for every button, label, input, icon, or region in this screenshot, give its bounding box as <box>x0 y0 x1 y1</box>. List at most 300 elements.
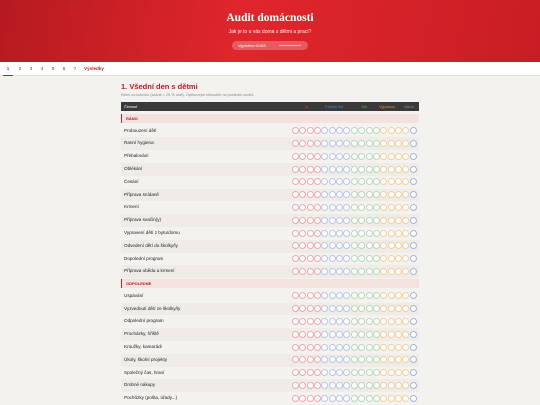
effort-circle-helper[interactable] <box>388 140 395 147</box>
effort-circle-me[interactable] <box>314 382 321 389</box>
effort-circle-helper[interactable] <box>395 382 402 389</box>
effort-circle-me[interactable] <box>307 230 314 237</box>
effort-circle-helper[interactable] <box>402 268 409 275</box>
effort-circle-others[interactable] <box>351 356 358 363</box>
effort-circle-helper[interactable] <box>388 369 395 376</box>
effort-circle-helper[interactable] <box>395 395 402 402</box>
effort-circle-others[interactable] <box>366 127 373 134</box>
effort-circle-me[interactable] <box>292 217 299 224</box>
effort-circle-helper[interactable] <box>388 204 395 211</box>
effort-circle-me[interactable] <box>299 127 306 134</box>
effort-circle-partner[interactable] <box>329 305 336 312</box>
effort-circle-others[interactable] <box>358 356 365 363</box>
effort-circle-partner[interactable] <box>329 166 336 173</box>
effort-circle-others[interactable] <box>366 268 373 275</box>
effort-circle-others[interactable] <box>366 153 373 160</box>
effort-circle-helper[interactable] <box>388 255 395 262</box>
effort-circle-partner[interactable] <box>329 153 336 160</box>
effort-circle-helper[interactable] <box>388 331 395 338</box>
effort-circle-helper[interactable] <box>395 242 402 249</box>
effort-circle-others[interactable] <box>358 230 365 237</box>
effort-circle-helper[interactable] <box>380 331 387 338</box>
effort-circle-partner[interactable] <box>343 268 350 275</box>
effort-circle-others[interactable] <box>358 344 365 351</box>
effort-circle-others[interactable] <box>358 382 365 389</box>
effort-circle-me[interactable] <box>314 127 321 134</box>
effort-circle-me[interactable] <box>299 178 306 185</box>
effort-circle-others[interactable] <box>358 153 365 160</box>
effort-circle-partner[interactable] <box>329 178 336 185</box>
effort-circle-others[interactable] <box>366 204 373 211</box>
effort-circle-others[interactable] <box>351 217 358 224</box>
effort-circle-nobody[interactable] <box>410 217 417 224</box>
effort-circle-partner[interactable] <box>321 268 328 275</box>
effort-circle-me[interactable] <box>299 382 306 389</box>
effort-circle-me[interactable] <box>307 140 314 147</box>
effort-circle-me[interactable] <box>299 356 306 363</box>
effort-circle-nobody[interactable] <box>410 318 417 325</box>
effort-circle-me[interactable] <box>314 344 321 351</box>
effort-circle-partner[interactable] <box>336 178 343 185</box>
effort-circle-others[interactable] <box>358 166 365 173</box>
effort-circle-me[interactable] <box>292 178 299 185</box>
effort-circle-nobody[interactable] <box>410 382 417 389</box>
effort-circle-nobody[interactable] <box>410 268 417 275</box>
effort-circle-nobody[interactable] <box>410 369 417 376</box>
effort-circle-helper[interactable] <box>402 382 409 389</box>
effort-circle-helper[interactable] <box>402 217 409 224</box>
effort-circle-others[interactable] <box>366 140 373 147</box>
effort-circle-helper[interactable] <box>380 204 387 211</box>
effort-circle-nobody[interactable] <box>410 153 417 160</box>
effort-circle-others[interactable] <box>373 230 380 237</box>
effort-circle-me[interactable] <box>314 153 321 160</box>
effort-circle-others[interactable] <box>366 217 373 224</box>
effort-circle-helper[interactable] <box>380 140 387 147</box>
effort-circle-others[interactable] <box>373 178 380 185</box>
effort-circle-others[interactable] <box>351 178 358 185</box>
effort-circle-partner[interactable] <box>321 166 328 173</box>
effort-circle-me[interactable] <box>314 369 321 376</box>
effort-circle-me[interactable] <box>292 344 299 351</box>
effort-circle-helper[interactable] <box>395 292 402 299</box>
effort-circle-me[interactable] <box>307 344 314 351</box>
effort-circle-me[interactable] <box>299 153 306 160</box>
effort-circle-me[interactable] <box>299 242 306 249</box>
effort-circle-partner[interactable] <box>343 166 350 173</box>
effort-circle-partner[interactable] <box>329 191 336 198</box>
effort-circle-me[interactable] <box>299 344 306 351</box>
effort-circle-partner[interactable] <box>343 178 350 185</box>
effort-circle-nobody[interactable] <box>410 166 417 173</box>
effort-circle-me[interactable] <box>299 395 306 402</box>
effort-circle-helper[interactable] <box>402 230 409 237</box>
effort-circle-others[interactable] <box>358 255 365 262</box>
effort-circle-partner[interactable] <box>329 395 336 402</box>
effort-circle-me[interactable] <box>292 204 299 211</box>
effort-circle-partner[interactable] <box>329 140 336 147</box>
effort-circle-me[interactable] <box>314 255 321 262</box>
effort-circle-helper[interactable] <box>380 292 387 299</box>
effort-circle-helper[interactable] <box>388 153 395 160</box>
effort-circle-partner[interactable] <box>336 369 343 376</box>
effort-circle-others[interactable] <box>358 395 365 402</box>
effort-circle-me[interactable] <box>307 369 314 376</box>
effort-circle-helper[interactable] <box>388 230 395 237</box>
effort-circle-others[interactable] <box>373 369 380 376</box>
effort-circle-me[interactable] <box>314 204 321 211</box>
effort-circle-helper[interactable] <box>402 292 409 299</box>
effort-circle-partner[interactable] <box>321 127 328 134</box>
effort-circle-others[interactable] <box>366 331 373 338</box>
effort-circle-me[interactable] <box>307 331 314 338</box>
effort-circle-partner[interactable] <box>329 255 336 262</box>
effort-circle-helper[interactable] <box>380 230 387 237</box>
effort-circle-helper[interactable] <box>388 127 395 134</box>
effort-circle-me[interactable] <box>307 382 314 389</box>
effort-circle-helper[interactable] <box>388 268 395 275</box>
effort-circle-partner[interactable] <box>321 331 328 338</box>
effort-circle-partner[interactable] <box>329 217 336 224</box>
effort-circle-partner[interactable] <box>336 268 343 275</box>
effort-circle-nobody[interactable] <box>410 356 417 363</box>
effort-circle-me[interactable] <box>307 292 314 299</box>
effort-circle-helper[interactable] <box>380 369 387 376</box>
effort-circle-me[interactable] <box>292 153 299 160</box>
effort-circle-partner[interactable] <box>336 140 343 147</box>
effort-circle-helper[interactable] <box>388 356 395 363</box>
effort-circle-partner[interactable] <box>343 191 350 198</box>
effort-circle-helper[interactable] <box>395 217 402 224</box>
effort-circle-me[interactable] <box>307 395 314 402</box>
effort-circle-partner[interactable] <box>329 344 336 351</box>
effort-circle-helper[interactable] <box>388 382 395 389</box>
effort-circle-helper[interactable] <box>395 331 402 338</box>
effort-circle-partner[interactable] <box>321 140 328 147</box>
effort-circle-me[interactable] <box>307 191 314 198</box>
effort-circle-others[interactable] <box>373 318 380 325</box>
effort-circle-me[interactable] <box>299 230 306 237</box>
effort-circle-partner[interactable] <box>336 395 343 402</box>
effort-circle-partner[interactable] <box>343 305 350 312</box>
effort-circle-partner[interactable] <box>336 318 343 325</box>
effort-circle-partner[interactable] <box>321 395 328 402</box>
effort-circle-others[interactable] <box>366 242 373 249</box>
effort-circle-nobody[interactable] <box>410 140 417 147</box>
effort-circle-partner[interactable] <box>321 217 328 224</box>
effort-circle-partner[interactable] <box>329 127 336 134</box>
effort-circle-me[interactable] <box>307 204 314 211</box>
effort-circle-helper[interactable] <box>402 140 409 147</box>
effort-circle-others[interactable] <box>373 305 380 312</box>
effort-circle-me[interactable] <box>307 153 314 160</box>
effort-circle-helper[interactable] <box>402 305 409 312</box>
effort-circle-nobody[interactable] <box>410 331 417 338</box>
effort-circle-partner[interactable] <box>336 127 343 134</box>
effort-circle-partner[interactable] <box>336 166 343 173</box>
effort-circle-me[interactable] <box>314 305 321 312</box>
effort-circle-others[interactable] <box>351 191 358 198</box>
tab-step-3[interactable]: 3 <box>29 66 33 71</box>
effort-circle-others[interactable] <box>358 331 365 338</box>
tab-step-4[interactable]: 4 <box>40 66 44 71</box>
effort-circle-helper[interactable] <box>395 140 402 147</box>
effort-circle-me[interactable] <box>314 292 321 299</box>
effort-circle-me[interactable] <box>299 369 306 376</box>
tab-step-1[interactable]: 1 <box>3 62 13 76</box>
effort-circle-others[interactable] <box>351 140 358 147</box>
effort-circle-partner[interactable] <box>343 395 350 402</box>
effort-circle-nobody[interactable] <box>410 230 417 237</box>
effort-circle-others[interactable] <box>366 191 373 198</box>
effort-circle-others[interactable] <box>373 382 380 389</box>
effort-circle-me[interactable] <box>307 178 314 185</box>
effort-circle-helper[interactable] <box>395 356 402 363</box>
effort-circle-helper[interactable] <box>380 344 387 351</box>
effort-circle-partner[interactable] <box>336 344 343 351</box>
effort-circle-me[interactable] <box>314 217 321 224</box>
effort-circle-partner[interactable] <box>343 140 350 147</box>
effort-circle-me[interactable] <box>299 217 306 224</box>
effort-circle-helper[interactable] <box>395 318 402 325</box>
effort-circle-others[interactable] <box>351 166 358 173</box>
effort-circle-others[interactable] <box>358 127 365 134</box>
effort-circle-helper[interactable] <box>388 191 395 198</box>
effort-circle-helper[interactable] <box>402 255 409 262</box>
effort-circle-partner[interactable] <box>321 242 328 249</box>
effort-circle-me[interactable] <box>307 318 314 325</box>
effort-circle-others[interactable] <box>373 204 380 211</box>
effort-circle-partner[interactable] <box>321 318 328 325</box>
effort-circle-me[interactable] <box>292 395 299 402</box>
effort-circle-me[interactable] <box>292 127 299 134</box>
effort-circle-helper[interactable] <box>402 356 409 363</box>
effort-circle-partner[interactable] <box>329 230 336 237</box>
effort-circle-helper[interactable] <box>388 178 395 185</box>
effort-circle-partner[interactable] <box>343 230 350 237</box>
effort-circle-me[interactable] <box>292 292 299 299</box>
effort-circle-partner[interactable] <box>321 153 328 160</box>
effort-circle-me[interactable] <box>307 356 314 363</box>
effort-circle-partner[interactable] <box>336 331 343 338</box>
effort-circle-helper[interactable] <box>388 217 395 224</box>
effort-circle-others[interactable] <box>366 178 373 185</box>
effort-circle-helper[interactable] <box>402 395 409 402</box>
effort-circle-others[interactable] <box>351 153 358 160</box>
effort-circle-me[interactable] <box>299 292 306 299</box>
effort-circle-helper[interactable] <box>388 305 395 312</box>
effort-circle-partner[interactable] <box>329 268 336 275</box>
effort-circle-others[interactable] <box>351 242 358 249</box>
effort-circle-me[interactable] <box>307 217 314 224</box>
effort-circle-others[interactable] <box>351 369 358 376</box>
effort-circle-others[interactable] <box>358 318 365 325</box>
effort-circle-nobody[interactable] <box>410 242 417 249</box>
effort-circle-me[interactable] <box>292 166 299 173</box>
effort-circle-others[interactable] <box>366 344 373 351</box>
effort-circle-nobody[interactable] <box>410 255 417 262</box>
effort-circle-others[interactable] <box>351 344 358 351</box>
effort-circle-others[interactable] <box>366 305 373 312</box>
effort-circle-me[interactable] <box>314 395 321 402</box>
effort-circle-me[interactable] <box>307 127 314 134</box>
effort-circle-me[interactable] <box>299 318 306 325</box>
effort-circle-others[interactable] <box>373 166 380 173</box>
effort-circle-partner[interactable] <box>343 318 350 325</box>
effort-circle-helper[interactable] <box>395 344 402 351</box>
effort-circle-others[interactable] <box>358 305 365 312</box>
effort-circle-partner[interactable] <box>343 127 350 134</box>
effort-circle-helper[interactable] <box>402 204 409 211</box>
effort-circle-others[interactable] <box>373 217 380 224</box>
effort-circle-me[interactable] <box>299 204 306 211</box>
effort-circle-nobody[interactable] <box>410 191 417 198</box>
effort-circle-others[interactable] <box>358 191 365 198</box>
effort-circle-helper[interactable] <box>395 127 402 134</box>
effort-circle-helper[interactable] <box>388 292 395 299</box>
effort-circle-helper[interactable] <box>402 178 409 185</box>
effort-circle-helper[interactable] <box>395 191 402 198</box>
effort-circle-helper[interactable] <box>380 166 387 173</box>
effort-circle-me[interactable] <box>314 178 321 185</box>
effort-circle-others[interactable] <box>358 242 365 249</box>
effort-circle-me[interactable] <box>299 140 306 147</box>
effort-circle-partner[interactable] <box>343 344 350 351</box>
effort-circle-others[interactable] <box>366 369 373 376</box>
effort-circle-helper[interactable] <box>388 318 395 325</box>
effort-circle-partner[interactable] <box>329 292 336 299</box>
effort-circle-partner[interactable] <box>329 204 336 211</box>
effort-circle-me[interactable] <box>314 268 321 275</box>
effort-circle-me[interactable] <box>299 331 306 338</box>
effort-circle-nobody[interactable] <box>410 395 417 402</box>
effort-circle-others[interactable] <box>373 127 380 134</box>
effort-circle-nobody[interactable] <box>410 344 417 351</box>
effort-circle-helper[interactable] <box>402 242 409 249</box>
effort-circle-others[interactable] <box>373 255 380 262</box>
effort-circle-helper[interactable] <box>402 153 409 160</box>
effort-circle-helper[interactable] <box>380 127 387 134</box>
effort-circle-partner[interactable] <box>336 230 343 237</box>
effort-circle-others[interactable] <box>366 356 373 363</box>
effort-circle-others[interactable] <box>351 268 358 275</box>
effort-circle-helper[interactable] <box>388 344 395 351</box>
effort-circle-partner[interactable] <box>336 255 343 262</box>
effort-circle-others[interactable] <box>351 305 358 312</box>
effort-circle-me[interactable] <box>314 191 321 198</box>
effort-circle-others[interactable] <box>351 318 358 325</box>
effort-circle-helper[interactable] <box>395 178 402 185</box>
effort-circle-helper[interactable] <box>380 268 387 275</box>
effort-circle-helper[interactable] <box>402 344 409 351</box>
effort-circle-helper[interactable] <box>395 153 402 160</box>
effort-circle-partner[interactable] <box>336 382 343 389</box>
effort-circle-me[interactable] <box>292 356 299 363</box>
effort-circle-others[interactable] <box>358 268 365 275</box>
effort-circle-partner[interactable] <box>321 178 328 185</box>
effort-circle-partner[interactable] <box>343 217 350 224</box>
effort-circle-helper[interactable] <box>380 191 387 198</box>
effort-circle-partner[interactable] <box>343 356 350 363</box>
effort-circle-me[interactable] <box>292 268 299 275</box>
effort-circle-helper[interactable] <box>380 217 387 224</box>
effort-circle-me[interactable] <box>299 191 306 198</box>
tab-results[interactable]: Výsledky <box>84 66 104 71</box>
effort-circle-helper[interactable] <box>380 153 387 160</box>
effort-circle-helper[interactable] <box>395 204 402 211</box>
effort-circle-helper[interactable] <box>388 395 395 402</box>
tab-step-6[interactable]: 6 <box>62 66 66 71</box>
effort-circle-helper[interactable] <box>395 255 402 262</box>
effort-circle-me[interactable] <box>314 230 321 237</box>
effort-circle-partner[interactable] <box>336 217 343 224</box>
effort-circle-me[interactable] <box>292 191 299 198</box>
effort-circle-me[interactable] <box>307 166 314 173</box>
effort-circle-nobody[interactable] <box>410 127 417 134</box>
effort-circle-partner[interactable] <box>336 153 343 160</box>
effort-circle-nobody[interactable] <box>410 292 417 299</box>
effort-circle-helper[interactable] <box>402 331 409 338</box>
effort-circle-others[interactable] <box>351 395 358 402</box>
effort-circle-partner[interactable] <box>343 382 350 389</box>
effort-circle-partner[interactable] <box>336 356 343 363</box>
effort-circle-others[interactable] <box>351 204 358 211</box>
effort-circle-others[interactable] <box>351 230 358 237</box>
tab-step-7[interactable]: 7 <box>73 66 77 71</box>
effort-circle-helper[interactable] <box>380 395 387 402</box>
effort-circle-others[interactable] <box>366 230 373 237</box>
effort-circle-me[interactable] <box>307 242 314 249</box>
effort-circle-helper[interactable] <box>380 242 387 249</box>
effort-circle-others[interactable] <box>351 255 358 262</box>
effort-circle-me[interactable] <box>292 318 299 325</box>
effort-circle-helper[interactable] <box>395 268 402 275</box>
effort-circle-partner[interactable] <box>343 369 350 376</box>
effort-circle-me[interactable] <box>292 230 299 237</box>
tab-step-5[interactable]: 5 <box>51 66 55 71</box>
effort-circle-others[interactable] <box>358 217 365 224</box>
effort-circle-me[interactable] <box>299 305 306 312</box>
effort-circle-helper[interactable] <box>380 255 387 262</box>
effort-circle-partner[interactable] <box>329 318 336 325</box>
effort-circle-me[interactable] <box>299 166 306 173</box>
effort-circle-partner[interactable] <box>336 305 343 312</box>
effort-circle-partner[interactable] <box>343 153 350 160</box>
effort-circle-me[interactable] <box>307 268 314 275</box>
effort-circle-partner[interactable] <box>336 292 343 299</box>
effort-circle-partner[interactable] <box>343 255 350 262</box>
effort-circle-partner[interactable] <box>343 331 350 338</box>
effort-circle-helper[interactable] <box>395 305 402 312</box>
effort-circle-others[interactable] <box>358 292 365 299</box>
effort-circle-me[interactable] <box>314 356 321 363</box>
effort-circle-helper[interactable] <box>402 166 409 173</box>
effort-circle-me[interactable] <box>292 331 299 338</box>
effort-circle-me[interactable] <box>307 305 314 312</box>
effort-circle-me[interactable] <box>314 166 321 173</box>
effort-circle-partner[interactable] <box>321 344 328 351</box>
effort-circle-others[interactable] <box>358 369 365 376</box>
effort-circle-me[interactable] <box>314 242 321 249</box>
effort-circle-me[interactable] <box>292 382 299 389</box>
effort-circle-helper[interactable] <box>388 166 395 173</box>
effort-circle-me[interactable] <box>314 331 321 338</box>
effort-circle-helper[interactable] <box>380 305 387 312</box>
effort-circle-partner[interactable] <box>343 292 350 299</box>
effort-circle-others[interactable] <box>373 331 380 338</box>
effort-circle-others[interactable] <box>366 166 373 173</box>
effort-circle-helper[interactable] <box>395 230 402 237</box>
